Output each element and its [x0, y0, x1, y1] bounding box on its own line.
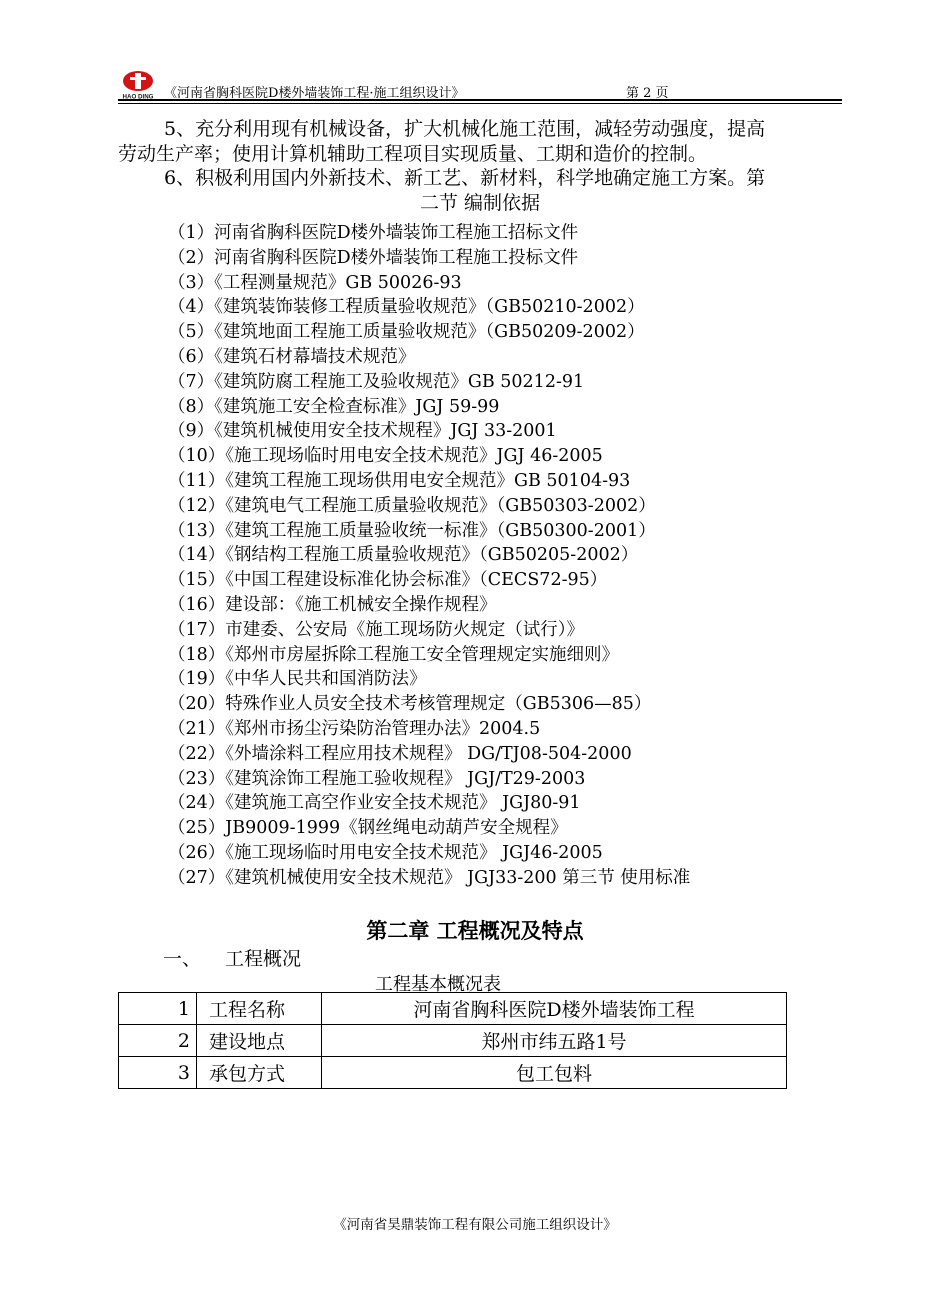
row-number: 1	[119, 993, 197, 1025]
section-number: 一、	[163, 948, 202, 970]
basis-list	[168, 221, 690, 891]
list-item: （8）《建筑施工安全检查标准》JGJ 59-99	[168, 396, 500, 417]
table-row	[119, 993, 787, 1025]
header-divider	[118, 99, 842, 101]
list-item: （5）《建筑地面工程施工质量验收规范》（GB50209-2002）	[168, 322, 645, 343]
section-heading	[163, 944, 301, 971]
list-item: （11）《建筑工程施工现场供用电安全规范》GB 50104-93	[168, 470, 631, 491]
header-title: 《河南省胸科医院D楼外墙装饰工程·施工组织设计》	[164, 86, 465, 101]
table-row	[119, 1057, 787, 1089]
chapter-title: 第二章 工程概况及特点	[366, 919, 584, 943]
row-value: 包工包料	[322, 1057, 787, 1089]
intro-line-1: 5、充分利用现有机械设备，扩大机械化施工范围，减轻劳动强度，提高	[164, 118, 766, 140]
list-item: （24）《建筑施工高空作业安全技术规范》 JGJ80-91	[168, 793, 581, 814]
logo-text: HAO DING	[122, 93, 154, 100]
list-item: （15）《中国工程建设标准化协会标准》（CECS72-95）	[168, 570, 608, 591]
list-item: （19）《中华人民共和国消防法》	[168, 669, 427, 690]
list-item: （20）特殊作业人员安全技术考核管理规定（GB5306—85）	[168, 694, 652, 715]
list-item: （9）《建筑机械使用安全技术规程》JGJ 33-2001	[168, 421, 557, 442]
company-logo	[118, 70, 158, 100]
list-item: （22）《外墙涂料工程应用技术规程》 DG/TJ08-504-2000	[168, 743, 632, 764]
project-overview-table	[118, 992, 787, 1089]
row-value: 河南省胸科医院D楼外墙装饰工程	[322, 993, 787, 1025]
list-item: （23）《建筑涂饰工程施工验收规程》 JGJ/T29-2003	[168, 768, 586, 789]
list-item: （17）市建委、公安局《施工现场防火规定（试行）》	[168, 619, 585, 640]
section-label: 工程概况	[225, 948, 302, 970]
list-item: （12）《建筑电气工程施工质量验收规范》（GB50303-2002）	[168, 495, 656, 516]
list-item: （25）JB9009-1999《钢丝绳电动葫芦安全规程》	[168, 818, 568, 839]
page-header	[118, 70, 842, 100]
row-key: 承包方式	[197, 1057, 322, 1089]
list-item: （4）《建筑装饰装修工程质量验收规范》（GB50210-2002）	[168, 297, 645, 318]
intro-line-2: 劳动生产率；使用计算机辅助工程项目实现质量、工期和造价的控制。	[118, 142, 708, 165]
list-item: （2）河南省胸科医院D楼外墙装饰工程施工投标文件	[168, 247, 579, 268]
table-row	[119, 1025, 787, 1057]
list-item: （21）《郑州市扬尘污染防治管理办法》2004.5	[168, 718, 541, 739]
intro-paragraphs	[118, 117, 842, 215]
page-number: 第 2 页	[626, 86, 669, 101]
table-caption: 工程基本概况表	[375, 974, 501, 995]
list-item: （7）《建筑防腐工程施工及验收规范》GB 50212-91	[168, 371, 585, 392]
intro-line-4: 二节 编制依据	[419, 191, 541, 214]
list-item: （13）《建筑工程施工质量验收统一标准》（GB50300-2001）	[168, 520, 656, 541]
list-item: （10）《施工现场临时用电安全技术规范》JGJ 46-2005	[168, 446, 603, 467]
list-item: （14）《钢结构工程施工质量验收规范》（GB50205-2002）	[168, 545, 639, 566]
list-item: （3）《工程测量规范》GB 50026-93	[168, 272, 462, 293]
header-divider-thin	[118, 103, 842, 104]
list-item: （16）建设部：《施工机械安全操作规程》	[168, 594, 497, 615]
page-footer: 《河南省昊鼎装饰工程有限公司施工组织设计》	[333, 1217, 617, 1233]
row-number: 3	[119, 1057, 197, 1089]
row-key: 建设地点	[197, 1025, 322, 1057]
list-item: （18）《郑州市房屋拆除工程施工安全管理规定实施细则》	[168, 644, 620, 665]
intro-line-3: 6、积极利用国内外新技术、新工艺、新材料，科学地确定施工方案。第	[164, 167, 766, 189]
list-item: （27）《建筑机械使用安全技术规范》 JGJ33-200 第三节 使用标准	[168, 867, 691, 888]
list-item: （26）《施工现场临时用电安全技术规范》 JGJ46-2005	[168, 842, 603, 863]
row-key: 工程名称	[197, 993, 322, 1025]
row-value: 郑州市纬五路1号	[322, 1025, 787, 1057]
list-item: （1）河南省胸科医院D楼外墙装饰工程施工招标文件	[168, 223, 579, 243]
list-item: （6）《建筑石材幕墙技术规范》	[168, 346, 416, 367]
row-number: 2	[119, 1025, 197, 1057]
